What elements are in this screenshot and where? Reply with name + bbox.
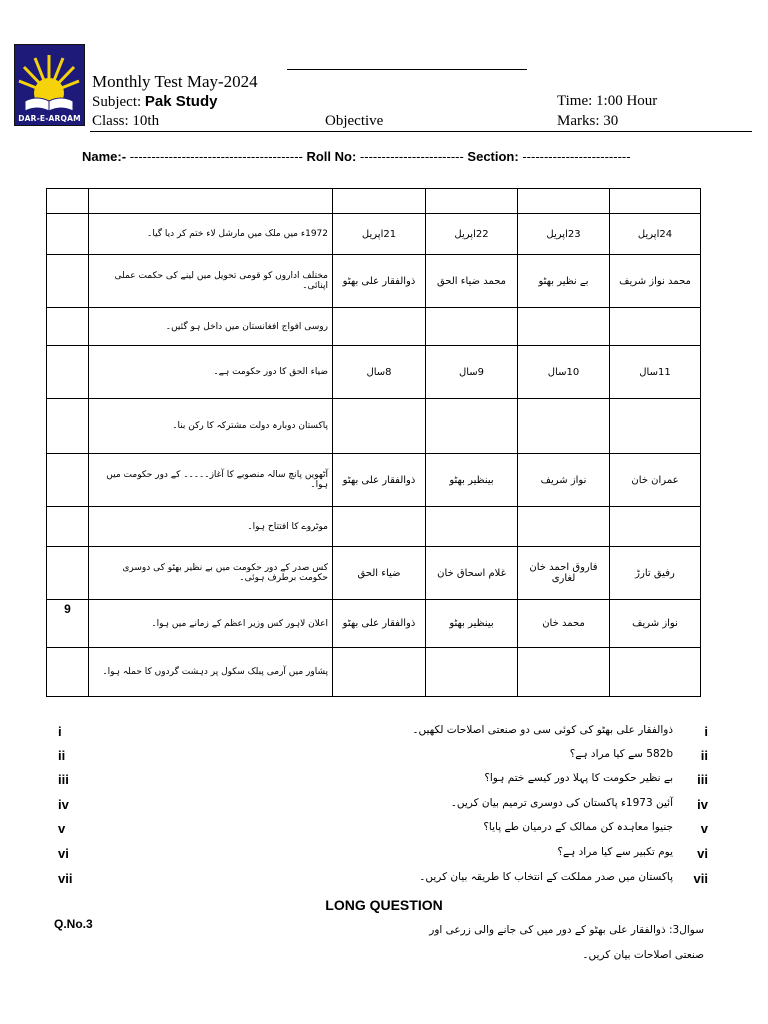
class-label: Class: 10th bbox=[92, 113, 160, 129]
mcq-option-b bbox=[426, 308, 518, 346]
mcq-row bbox=[47, 189, 701, 214]
student-info-line bbox=[82, 149, 631, 164]
sun-book-icon bbox=[15, 45, 84, 125]
mcq-question: روسی افواج افغانستان میں داخل ہو گئیں۔ bbox=[89, 308, 333, 346]
mcq-question: موٹروے کا افتتاح ہوا۔ bbox=[89, 507, 333, 547]
mcq-row bbox=[47, 507, 701, 547]
mcq-table bbox=[46, 188, 701, 697]
logo-text: DAR-E-ARQAM bbox=[18, 114, 81, 123]
name-blank[interactable]: ---------------------------------------- bbox=[126, 149, 307, 164]
mcq-row bbox=[47, 255, 701, 308]
mcq-option-d: 24اپریل bbox=[610, 214, 701, 255]
mcq-row bbox=[47, 454, 701, 507]
short-question-number-right: iv bbox=[697, 797, 708, 812]
short-question-number-right: v bbox=[700, 821, 708, 836]
short-question-number-left: vii bbox=[58, 871, 73, 886]
mcq-question: مختلف اداروں کو قومی تحویل میں لینے کی حکمت عملی اپنائی۔ bbox=[89, 255, 333, 308]
roll-blank[interactable]: ------------------------ bbox=[356, 149, 468, 164]
long-question-heading: LONG QUESTION bbox=[325, 897, 443, 913]
mcq-question: اعلان لاہور کس وزیر اعظم کے زمانے میں ہوا۔ bbox=[89, 600, 333, 648]
mcq-option-c bbox=[518, 399, 610, 454]
mcq-number bbox=[47, 346, 89, 399]
mcq-row bbox=[47, 600, 701, 648]
short-question-number-left: ii bbox=[58, 748, 66, 763]
short-question bbox=[0, 846, 768, 866]
mcq-option-c: فاروق احمد خان لغاری bbox=[518, 547, 610, 600]
mcq-row bbox=[47, 648, 701, 697]
short-question-number-left: v bbox=[58, 821, 66, 836]
short-question-number-left: i bbox=[58, 724, 62, 739]
mcq-option-d: عمران خان bbox=[610, 454, 701, 507]
short-question-number-right: vii bbox=[693, 871, 708, 886]
mcq-row bbox=[47, 308, 701, 346]
marks-label: Marks: 30 bbox=[557, 113, 619, 129]
mcq-question: پاکستان دوبارہ دولت مشترکہ کا رکن بنا۔ bbox=[89, 399, 333, 454]
section-label: Section: bbox=[467, 149, 519, 164]
mcq-number bbox=[47, 308, 89, 346]
mcq-option-c: 10سال bbox=[518, 346, 610, 399]
mcq-number bbox=[47, 255, 89, 308]
mcq-option-a: ضیاء الحق bbox=[333, 547, 426, 600]
short-question bbox=[0, 748, 768, 768]
mcq-question: آٹھویں پانچ سالہ منصوبے کا آغاز۔۔۔۔۔ کے دور حکومت میں ہوا۔ bbox=[89, 454, 333, 507]
short-question bbox=[0, 797, 768, 817]
test-title: Monthly Test May-2024 bbox=[92, 72, 258, 91]
mcq-option-c bbox=[518, 507, 610, 547]
time-label: Time: 1:00 Hour bbox=[557, 93, 658, 109]
short-question-text: 582b سے کیا مراد ہے؟ bbox=[569, 748, 673, 760]
question-number: Q.No.3 bbox=[54, 917, 93, 931]
mcq-option-b: غلام اسحاق خان bbox=[426, 547, 518, 600]
short-question-text: آئین 1973ء پاکستان کی دوسری ترمیم بیان کریں۔ bbox=[450, 797, 673, 809]
objective-label: Objective bbox=[325, 113, 384, 129]
mcq-option-c: بے نظیر بھٹو bbox=[518, 255, 610, 308]
mcq-question: ضیاء الحق کا دور حکومت ہے۔ bbox=[89, 346, 333, 399]
mcq-question: کس صدر کے دور حکومت میں بے نظیر بھٹو کی دوسری حکومت برطرف ہوئی۔ bbox=[89, 547, 333, 600]
short-question-number-right: iii bbox=[697, 772, 708, 787]
mcq-option-b: بینظیر بھٹو bbox=[426, 600, 518, 648]
mcq-option-a bbox=[333, 189, 426, 214]
mcq-option-a: ذوالفقار علی بھٹو bbox=[333, 454, 426, 507]
mcq-option-c: نواز شریف bbox=[518, 454, 610, 507]
roll-label: Roll No: bbox=[306, 149, 357, 164]
mcq-question bbox=[89, 189, 333, 214]
mcq-option-d: نواز شریف bbox=[610, 600, 701, 648]
mcq-option-a bbox=[333, 308, 426, 346]
mcq-option-d: محمد نواز شریف bbox=[610, 255, 701, 308]
mcq-option-d: رفیق تارڑ bbox=[610, 547, 701, 600]
mcq-option-a bbox=[333, 507, 426, 547]
mcq-number bbox=[47, 189, 89, 214]
mcq-row bbox=[47, 346, 701, 399]
mcq-option-b: 22اپریل bbox=[426, 214, 518, 255]
subject-label: Subject: bbox=[92, 94, 142, 110]
mcq-question: 1972ء میں ملک میں مارشل لاء ختم کر دیا گیا۔ bbox=[89, 214, 333, 255]
title-underline bbox=[287, 69, 527, 70]
long-question-text: سوال3: ذوالفقار علی بھٹو کے دور میں کی جانے والی زرعی اور صنعتی اصلاحات بیان کریں۔ bbox=[429, 924, 704, 961]
mcq-option-b: محمد ضیاء الحق bbox=[426, 255, 518, 308]
mcq-number bbox=[47, 399, 89, 454]
short-question-number-left: iii bbox=[58, 772, 69, 787]
mcq-option-d: 11سال bbox=[610, 346, 701, 399]
short-question bbox=[0, 871, 768, 891]
mcq-option-c bbox=[518, 308, 610, 346]
mcq-option-d bbox=[610, 507, 701, 547]
section-blank[interactable]: ------------------------- bbox=[518, 149, 631, 164]
short-question-text: ذوالفقار علی بھٹو کی کوئی سی دو صنعتی اصلاحات لکھیں۔ bbox=[412, 724, 673, 736]
mcq-number bbox=[47, 507, 89, 547]
mcq-row bbox=[47, 547, 701, 600]
mcq-option-b bbox=[426, 507, 518, 547]
short-question-number-left: iv bbox=[58, 797, 69, 812]
mcq-option-a: ذوالفقار علی بھٹو bbox=[333, 600, 426, 648]
school-logo bbox=[14, 44, 85, 126]
mcq-option-b: 9سال bbox=[426, 346, 518, 399]
short-question-text: جنیوا معاہدہ کن ممالک کے درمیان طے پایا؟ bbox=[483, 821, 673, 833]
subject-value: Pak Study bbox=[144, 93, 218, 110]
mcq-option-b bbox=[426, 399, 518, 454]
name-label: Name:- bbox=[82, 149, 127, 164]
mcq-option-b bbox=[426, 648, 518, 697]
mcq-option-c: محمد خان bbox=[518, 600, 610, 648]
short-question-text: بے نظیر حکومت کا پہلا دور کیسے ختم ہوا؟ bbox=[484, 772, 673, 784]
short-question-number-right: vi bbox=[697, 846, 708, 861]
short-question bbox=[0, 724, 768, 744]
mcq-option-d bbox=[610, 648, 701, 697]
subject-line bbox=[92, 93, 217, 111]
header-rule bbox=[90, 131, 752, 132]
mcq-row bbox=[47, 399, 701, 454]
mcq-option-d bbox=[610, 308, 701, 346]
short-question-number-right: i bbox=[704, 724, 708, 739]
mcq-option-a: 21اپریل bbox=[333, 214, 426, 255]
mcq-option-a bbox=[333, 399, 426, 454]
mcq-option-a bbox=[333, 648, 426, 697]
mcq-option-c bbox=[518, 189, 610, 214]
mcq-option-b bbox=[426, 189, 518, 214]
short-question-number-left: vi bbox=[58, 846, 69, 861]
mcq-number bbox=[47, 547, 89, 600]
mcq-row bbox=[47, 214, 701, 255]
mcq-option-a: 8سال bbox=[333, 346, 426, 399]
short-question-text: پاکستان میں صدر مملکت کے انتخاب کا طریقہ بیان کریں۔ bbox=[419, 871, 673, 883]
mcq-number bbox=[47, 214, 89, 255]
mcq-option-a: ذوالفقار علی بھٹو bbox=[333, 255, 426, 308]
mcq-question: پشاور میں آرمی پبلک سکول پر دہشت گردوں کا حملہ ہوا۔ bbox=[89, 648, 333, 697]
mcq-option-c: 23اپریل bbox=[518, 214, 610, 255]
mcq-number bbox=[47, 454, 89, 507]
mcq-option-c bbox=[518, 648, 610, 697]
short-question-number-right: ii bbox=[700, 748, 708, 763]
mcq-option-d bbox=[610, 399, 701, 454]
mcq-option-b: بینظیر بھٹو bbox=[426, 454, 518, 507]
mcq-option-d bbox=[610, 189, 701, 214]
mcq-number: 9 bbox=[47, 600, 89, 648]
short-question bbox=[0, 772, 768, 792]
short-question-text: یوم تکبیر سے کیا مراد ہے؟ bbox=[557, 846, 673, 858]
mcq-number bbox=[47, 648, 89, 697]
short-question bbox=[0, 821, 768, 841]
